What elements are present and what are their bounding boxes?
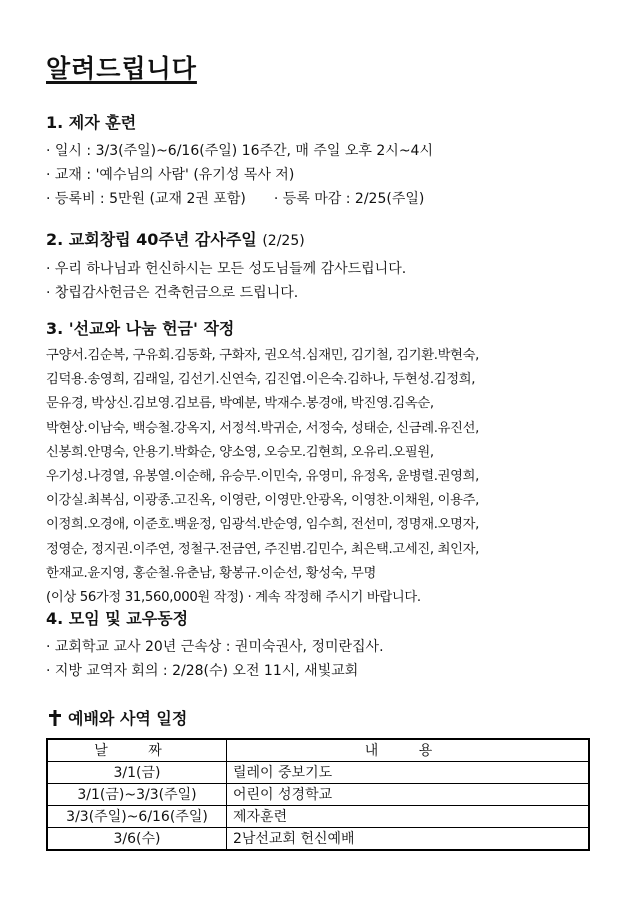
date-cell: 3/1(금)~3/3(주일)	[47, 784, 227, 806]
content-cell: 릴레이 중보기도	[227, 762, 590, 784]
section-discipleship	[46, 112, 606, 211]
schedule-title	[48, 708, 187, 730]
donor-line: 박현상.이남숙, 백승철.강옥지, 서정석.박귀순, 서정숙, 성태순, 신금례.유진선,	[46, 420, 479, 436]
schedule-line: · 일시 : 3/3(주일)~6/16(주일) 16주간, 매 주일 오후 2시~4시	[46, 139, 606, 163]
award-line: · 교회학교 교사 20년 근속상 : 권미숙권사, 정미란집사.	[46, 635, 606, 659]
heading-date: (2/25)	[262, 233, 305, 249]
section-heading	[46, 229, 606, 252]
donor-line: 이강실.최복심, 이광종.고진옥, 이영란, 이영만.안광옥, 이영찬.이채원, 이용주,	[46, 493, 479, 509]
offering-line: · 창립감사헌금은 건축헌금으로 드립니다.	[46, 281, 606, 305]
donor-line: 김덕용.송영희, 김래일, 김선기.신연숙, 김진엽.이은숙.김하나, 두현성.김정희,	[46, 372, 476, 388]
donor-line: 한재교.윤지영, 홍순철.유춘남, 황봉규.이순선, 황성숙, 무명	[46, 565, 377, 581]
donor-line: 우기성.나경열, 유봉열.이순해, 유승무.이민숙, 유영미, 유정옥, 윤병렬.권영희,	[46, 469, 479, 485]
section-heading: 4. 모임 및 교우동정	[46, 609, 189, 628]
pledge-summary: (이상 56가정 31,560,000원 작정) · 계속 작정해 주시기 바랍니다.	[46, 590, 421, 606]
date-column-header: 날 짜	[47, 739, 227, 762]
donor-line: 구양서.김순복, 구유회.김동화, 구화자, 권오석.심재민, 김기철, 김기환.박현숙,	[46, 348, 479, 363]
donor-line: 이정희.오경애, 이준호.백윤정, 임광석.반순영, 임수희, 전선미, 정명재.오명자,	[46, 517, 479, 533]
section-anniversary	[46, 229, 606, 305]
thanks-line: · 우리 하나님과 헌신하시는 모든 성도님들께 감사드립니다.	[46, 257, 606, 281]
date-cell: 3/6(수)	[47, 828, 227, 851]
textbook-line: · 교재 : '예수님의 사람' (유기성 목사 저)	[46, 163, 606, 187]
donor-line: 정영순, 정지권.이주연, 정철구.전금연, 주진범.김민수, 최은택.고세진, 최인자,	[46, 541, 479, 557]
section-heading: 1. 제자 훈련	[46, 113, 137, 132]
table-row	[47, 806, 589, 828]
schedule-table	[46, 738, 590, 851]
content-cell: 어린이 성경학교	[227, 784, 590, 806]
donor-list	[46, 344, 626, 610]
section-mission-offering	[46, 318, 626, 610]
table-row	[47, 784, 589, 806]
date-cell: 3/3(주일)~6/16(주일)	[47, 806, 227, 828]
table-row	[47, 828, 589, 851]
schedule-title-text: 예배와 사역 일정	[68, 709, 188, 728]
content-cell: 제자훈련	[227, 806, 590, 828]
content-column-header: 내 용	[227, 739, 590, 762]
date-cell: 3/1(금)	[47, 762, 227, 784]
page-title: 알려드립니다	[46, 54, 197, 83]
cross-icon	[48, 708, 62, 730]
section-heading: 3. '선교와 나눔 헌금' 작정	[46, 319, 235, 338]
table-header-row	[47, 739, 589, 762]
table-row	[47, 762, 589, 784]
meeting-line: · 지방 교역자 회의 : 2/28(수) 오전 11시, 새빛교회	[46, 659, 606, 683]
content-cell: 2남선교회 헌신예배	[227, 828, 590, 851]
donor-line: 문유경, 박상신.김보영.김보름, 박예분, 박재수.봉경애, 박진영.김옥순,	[46, 396, 434, 412]
fee-line	[46, 187, 606, 211]
section-news	[46, 608, 606, 683]
fee-text: · 등록비 : 5만원 (교재 2권 포함)	[46, 191, 246, 207]
deadline-text: · 등록 마감 : 2/25(주일)	[273, 191, 425, 207]
donor-line: 신봉희.안명숙, 안용기.박화순, 양소영, 오승모.김현희, 오유리.오필원,	[46, 444, 434, 460]
heading-text: 2. 교회창립 40주년 감사주일	[46, 230, 257, 249]
